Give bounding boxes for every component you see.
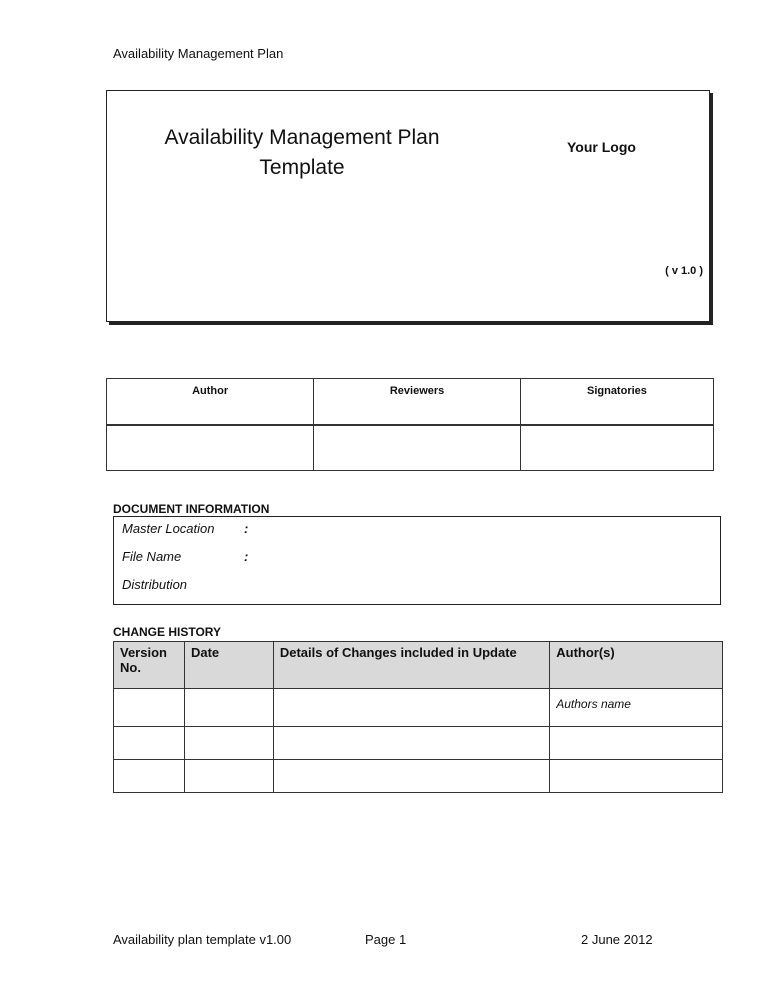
col-details: Details of Changes included in Update: [273, 642, 549, 689]
footer-date: 2 June 2012: [581, 932, 653, 947]
logo-placeholder: Your Logo: [567, 139, 636, 155]
reviewers-cell[interactable]: [314, 425, 521, 471]
details-cell[interactable]: [273, 689, 549, 727]
doc-row-distribution: [122, 577, 244, 592]
change-history-heading: CHANGE HISTORY: [113, 625, 222, 639]
document-information-box: [113, 516, 721, 605]
title-line-2: Template: [259, 156, 345, 179]
col-author: Author: [107, 379, 314, 426]
details-cell[interactable]: [273, 760, 549, 793]
date-cell[interactable]: [184, 727, 273, 760]
details-cell[interactable]: [273, 727, 549, 760]
table-row: [114, 689, 723, 727]
document-title: [147, 123, 457, 183]
version-cell[interactable]: [114, 760, 185, 793]
date-cell[interactable]: [184, 760, 273, 793]
document-information-heading: DOCUMENT INFORMATION: [113, 502, 270, 516]
title-line-1: Availability Management Plan: [164, 126, 440, 149]
col-version: Version No.: [114, 642, 185, 689]
doc-colon: :: [244, 549, 249, 564]
signoff-table: [106, 378, 714, 471]
doc-row-master-location: [122, 521, 248, 536]
doc-label: File Name: [122, 549, 182, 564]
col-signatories: Signatories: [520, 379, 713, 426]
signatories-cell[interactable]: [520, 425, 713, 471]
footer-document-name: Availability plan template v1.00: [113, 932, 292, 947]
col-authors: Author(s): [550, 642, 723, 689]
version-cell[interactable]: [114, 689, 185, 727]
version-cell[interactable]: [114, 727, 185, 760]
doc-row-file-name: [122, 549, 248, 564]
table-row: [114, 760, 723, 793]
doc-colon: :: [244, 521, 249, 536]
doc-label: Distribution: [122, 577, 188, 592]
authors-cell[interactable]: [550, 727, 723, 760]
running-header: Availability Management Plan: [113, 46, 284, 61]
footer-page-number: Page 1: [365, 932, 407, 947]
authors-cell[interactable]: Authors name: [550, 689, 723, 727]
author-cell[interactable]: [107, 425, 314, 471]
change-history-table: [113, 641, 723, 793]
table-row: [114, 727, 723, 760]
col-reviewers: Reviewers: [314, 379, 521, 426]
col-date: Date: [184, 642, 273, 689]
authors-cell[interactable]: [550, 760, 723, 793]
doc-label: Master Location: [122, 521, 215, 536]
date-cell[interactable]: [184, 689, 273, 727]
version-label: ( v 1.0 ): [665, 265, 703, 277]
title-block: [106, 90, 710, 322]
